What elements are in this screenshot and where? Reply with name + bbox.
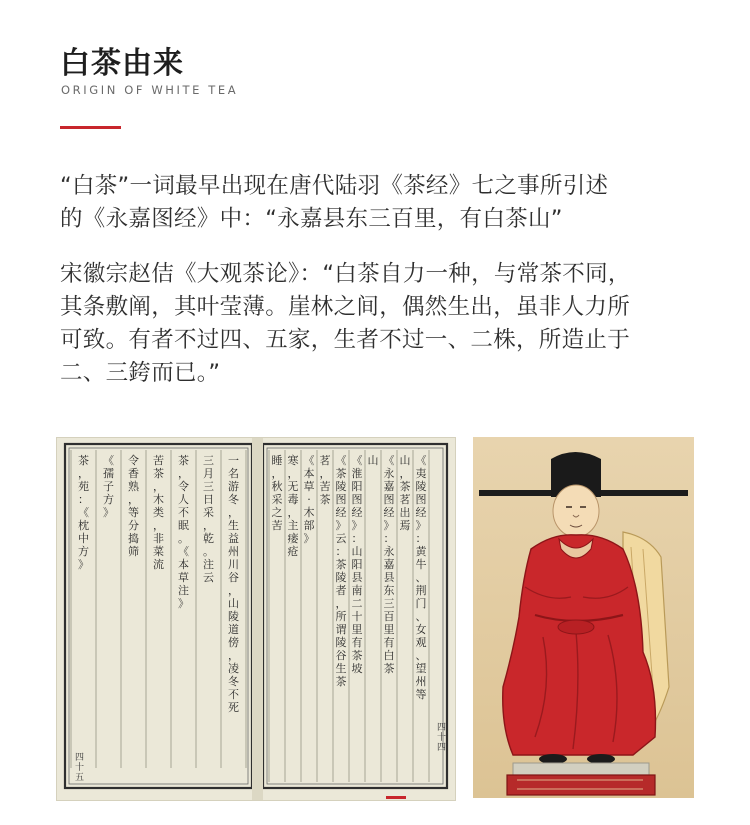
book-character: 山: [351, 545, 363, 558]
book-character: 嘉: [383, 558, 395, 571]
book-character: 本: [178, 558, 189, 571]
book-character: 非: [153, 532, 164, 545]
book-character: ：: [415, 532, 427, 545]
book-character: 谓: [335, 623, 347, 636]
book-character: 等: [128, 506, 139, 519]
book-character: ：: [78, 493, 89, 506]
book-character: 苦: [271, 519, 283, 532]
book-character: 瘘: [287, 532, 299, 545]
book-character: 茶: [153, 467, 164, 480]
book-character: 经: [351, 506, 363, 519]
emperor-portrait-image: [473, 437, 694, 798]
book-character: ·: [307, 493, 311, 506]
book-character: 县: [383, 571, 395, 584]
paragraph-daguan-chalun: [60, 258, 700, 390]
book-character: 图: [383, 493, 395, 506]
book-character: 十: [351, 610, 363, 623]
book-character: 县: [351, 571, 363, 584]
book-character: ，: [319, 467, 331, 480]
book-character: 一: [228, 454, 239, 467]
right-page-number: 四十四: [437, 723, 447, 753]
book-character: ，: [271, 467, 283, 480]
book-character: 图: [335, 493, 347, 506]
book-character: ，: [203, 519, 214, 532]
book-character: 寒: [287, 454, 299, 467]
book-character: 枕: [78, 519, 89, 532]
book-character: 捣: [128, 532, 139, 545]
book-character: 山: [367, 454, 379, 467]
book-character: 茗: [319, 454, 331, 467]
paragraph-line: “白茶”一词最早出现在唐代陆羽《茶经》七之事所引述: [60, 173, 609, 199]
book-character: ，: [153, 480, 164, 493]
book-character: 眠: [178, 519, 189, 532]
book-character: 筛: [128, 545, 139, 558]
book-character: 疮: [287, 545, 299, 558]
book-character: 、: [415, 571, 427, 584]
book-character: 荆: [415, 584, 427, 597]
book-character: 牛: [415, 558, 427, 571]
book-scan-image: [56, 437, 456, 801]
book-character: 木: [153, 493, 164, 506]
book-character: 嘉: [383, 480, 395, 493]
paragraph-tea-classic: [60, 170, 700, 236]
book-character: 图: [415, 493, 427, 506]
book-character: 菜: [153, 545, 164, 558]
left-page-number: 四十五: [75, 753, 85, 783]
book-character: 冬: [228, 675, 239, 688]
scan-marker: [386, 796, 406, 799]
book-character: 门: [415, 597, 427, 610]
book-character: ，: [228, 649, 239, 662]
book-character: 者: [335, 584, 347, 597]
portrait-svg: [473, 437, 694, 798]
book-character: 流: [153, 558, 164, 571]
book-character: 茶: [178, 454, 189, 467]
book-character: 苑: [78, 480, 89, 493]
book-character: 秋: [271, 480, 283, 493]
book-character: 人: [178, 493, 189, 506]
book-character: 茶: [78, 454, 89, 467]
book-character: 类: [153, 506, 164, 519]
book-character: 主: [287, 519, 299, 532]
book-character: 茶: [383, 662, 395, 675]
book-character: 所: [335, 610, 347, 623]
book-character: 云: [203, 571, 214, 584]
book-character: 永: [383, 545, 395, 558]
book-character: 》: [351, 519, 363, 532]
book-character: 山: [399, 454, 411, 467]
paragraph-line: 的《永嘉图经》中：“永嘉县东三百里，有白茶山”: [60, 206, 563, 232]
book-character: 令: [178, 480, 189, 493]
book-character: 东: [383, 584, 395, 597]
page-title: 白茶由来: [60, 46, 184, 81]
book-character: 陵: [335, 571, 347, 584]
book-character: 茶: [335, 467, 347, 480]
paragraph-line: 可致。有者不过四、五家，生者不过一、二株，所造止于: [60, 327, 631, 353]
book-character: 谷: [335, 649, 347, 662]
book-character: 。: [203, 545, 214, 558]
book-character: 茶: [399, 480, 411, 493]
book-character: 女: [415, 623, 427, 636]
book-character: 云: [335, 532, 347, 545]
paragraph-line: 二、三銙而已。”: [60, 360, 221, 386]
book-character: 川: [228, 558, 239, 571]
book-character: 不: [228, 688, 239, 701]
book-character: ：: [351, 532, 363, 545]
book-character: 。: [178, 532, 189, 545]
book-character: 陵: [228, 610, 239, 623]
book-character: 南: [351, 584, 363, 597]
book-character: 观: [415, 636, 427, 649]
book-character: 》: [78, 558, 89, 571]
book-character: 焉: [399, 519, 411, 532]
book-character: 永: [383, 467, 395, 480]
book-character: 》: [383, 519, 395, 532]
book-character: 茶: [319, 493, 331, 506]
book-character: ：: [335, 545, 347, 558]
book-character: 三: [203, 480, 214, 493]
book-character: 等: [415, 688, 427, 701]
book-character: 夷: [415, 467, 427, 480]
book-character: 《: [78, 506, 89, 519]
book-character: 经: [415, 506, 427, 519]
book-character: 州: [228, 545, 239, 558]
book-character: 采: [271, 493, 283, 506]
book-character: 采: [203, 506, 214, 519]
book-character: 黄: [415, 545, 427, 558]
book-character: ，: [287, 506, 299, 519]
book-character: 苦: [319, 480, 331, 493]
book-character: 令: [128, 454, 139, 467]
book-character: 本: [303, 467, 315, 480]
book-character: 草: [303, 480, 315, 493]
book-character: ，: [399, 467, 411, 480]
paragraph-line: 其条敷阐，其叶莹薄。崖林之间，偶然生出，虽非人力所: [60, 294, 631, 320]
book-scan-svg: [57, 438, 455, 800]
book-character: 白: [383, 649, 395, 662]
book-character: 经: [335, 506, 347, 519]
book-character: ：: [383, 532, 395, 545]
book-character: 子: [103, 480, 114, 493]
book-character: 百: [383, 610, 395, 623]
book-character: 名: [228, 467, 239, 480]
book-character: 《: [383, 454, 395, 467]
book-character: 凌: [228, 662, 239, 675]
book-character: 生: [335, 662, 347, 675]
title-underline: [60, 126, 121, 129]
book-character: 草: [178, 571, 189, 584]
book-character: 》: [335, 519, 347, 532]
book-character: ，: [228, 584, 239, 597]
book-character: 茶: [335, 558, 347, 571]
book-character: 图: [351, 493, 363, 506]
book-character: 、: [415, 649, 427, 662]
book-character: 经: [383, 506, 395, 519]
book-character: 木: [303, 506, 315, 519]
book-character: 之: [271, 506, 283, 519]
book-character: 中: [78, 532, 89, 545]
book-character: 《: [178, 545, 189, 558]
book-character: 《: [335, 454, 347, 467]
book-character: 熟: [128, 480, 139, 493]
book-character: 陵: [415, 480, 427, 493]
book-character: 、: [415, 610, 427, 623]
book-character: 生: [228, 519, 239, 532]
book-character: 淮: [351, 467, 363, 480]
book-character: ，: [128, 493, 139, 506]
book-character: 谷: [228, 571, 239, 584]
book-character: ，: [335, 597, 347, 610]
book-character: 茶: [351, 649, 363, 662]
book-character: 》: [415, 519, 427, 532]
book-character: 冬: [228, 493, 239, 506]
book-character: 》: [103, 506, 114, 519]
book-character: 里: [383, 623, 395, 636]
book-character: 傍: [228, 636, 239, 649]
book-character: 不: [178, 506, 189, 519]
book-character: 部: [303, 519, 315, 532]
book-character: 注: [178, 584, 189, 597]
book-character: 二: [351, 597, 363, 610]
book-character: 里: [351, 623, 363, 636]
book-character: 有: [383, 636, 395, 649]
book-character: 三: [203, 454, 214, 467]
book-character: 三: [383, 597, 395, 610]
book-character: 陵: [335, 636, 347, 649]
book-character: 死: [228, 701, 239, 714]
book-character: 注: [203, 558, 214, 571]
book-character: 香: [128, 467, 139, 480]
book-character: 方: [103, 493, 114, 506]
book-character: 阳: [351, 558, 363, 571]
book-character: 月: [203, 467, 214, 480]
book-character: 出: [399, 506, 411, 519]
book-character: 州: [415, 675, 427, 688]
book-character: 《: [103, 454, 114, 467]
book-character: 《: [303, 454, 315, 467]
book-character: ，: [228, 506, 239, 519]
book-character: 无: [287, 480, 299, 493]
book-character: 日: [203, 493, 214, 506]
page-subtitle: ORIGIN OF WHITE TEA: [61, 83, 239, 97]
book-character: 望: [415, 662, 427, 675]
book-character: 方: [78, 545, 89, 558]
book-character: 《: [351, 454, 363, 467]
book-character: 道: [228, 623, 239, 636]
book-character: 有: [351, 636, 363, 649]
book-character: 睡: [271, 454, 283, 467]
book-character: 茗: [399, 493, 411, 506]
book-character: 苦: [153, 454, 164, 467]
book-character: 坡: [351, 662, 363, 675]
book-character: 分: [128, 519, 139, 532]
book-character: ，: [178, 467, 189, 480]
book-character: 》: [178, 597, 189, 610]
book-character: ，: [287, 467, 299, 480]
book-character: 孺: [103, 467, 114, 480]
book-character: 阳: [351, 480, 363, 493]
book-character: ，: [153, 519, 164, 532]
book-character: 》: [303, 532, 315, 545]
paragraph-line: 宋徽宗赵佶《大观茶论》：“白茶自力一种，与常茶不同，: [60, 261, 631, 287]
book-character: 益: [228, 532, 239, 545]
book-character: 山: [228, 597, 239, 610]
book-character: 毒: [287, 493, 299, 506]
book-character: 《: [415, 454, 427, 467]
book-character: 乾: [203, 532, 214, 545]
book-character: 陵: [335, 480, 347, 493]
book-character: 游: [228, 480, 239, 493]
book-character: ，: [78, 467, 89, 480]
book-character: 茶: [335, 675, 347, 688]
